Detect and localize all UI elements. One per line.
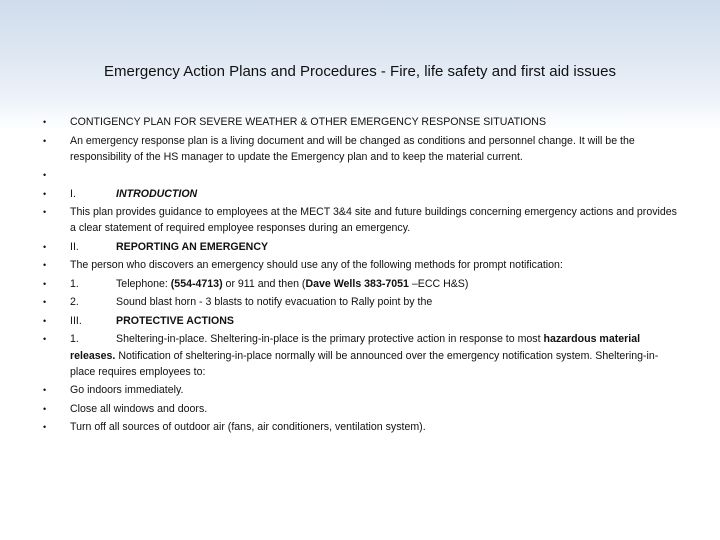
bold-phrase: hazardous material releases. — [70, 333, 641, 362]
item-text: CONTIGENCY PLAN FOR SEVERE WEATHER & OTHER EMERGENCY RESPONSE SITUATIONS — [70, 116, 547, 128]
bullet-icon: • — [43, 334, 47, 345]
list-item — [43, 401, 683, 417]
bullet-icon: • — [43, 188, 47, 199]
section-number: II. — [70, 240, 79, 253]
item-text: The person who discovers an emergency should use any of the following methods for prompt notification: — [70, 259, 563, 272]
bullet-icon: • — [43, 278, 47, 289]
list-item — [43, 313, 683, 329]
list-item — [43, 239, 683, 255]
section-heading: REPORTING AN EMERGENCY — [116, 240, 269, 253]
item-text: An emergency response plan is a living document and will be changed as conditions and personnel change. It will be the responsibility of the HS manager to update the Emergency plan and to keep the material current. — [70, 134, 635, 163]
list-item — [43, 294, 683, 310]
item-text: –ECC H&S) — [408, 277, 469, 290]
item-text: Notification of sheltering-in-place normally will be announced over the emergency notification system. Sheltering-in-place requires employees to: — [70, 349, 659, 378]
list-item — [43, 257, 683, 273]
slide-title: Emergency Action Plans and Procedures - Fire, life safety and first aid issues — [104, 63, 616, 80]
bullet-icon: • — [43, 315, 47, 326]
item-text: This plan provides guidance to employees at the MECT 3&4 site and future buildings concerning emergency actions and provides a clear statement of required employee responses during an emergency. — [70, 206, 677, 235]
contact-name: Dave Wells 383-7051 — [305, 277, 409, 290]
item-text: Telephone: — [116, 277, 171, 290]
item-text: Turn off all sources of outdoor air (fans, air conditioners, ventilation system). — [70, 421, 426, 434]
list-item — [43, 114, 683, 130]
phone-number: (554-4713) — [170, 277, 223, 290]
bullet-icon: • — [43, 297, 47, 308]
item-text: or 911 and then ( — [222, 277, 306, 290]
bullet-icon: • — [43, 241, 47, 252]
bullet-icon: • — [43, 385, 47, 396]
step-number: 1. — [70, 277, 79, 290]
bullet-icon: • — [43, 170, 47, 181]
list-item — [43, 331, 683, 380]
item-text: Sheltering-in-place. Sheltering-in-place is the primary protective action in response to most — [116, 333, 544, 346]
item-text: Close all windows and doors. — [70, 402, 208, 415]
step-number: 2. — [70, 296, 79, 309]
list-item — [43, 276, 683, 292]
list-item — [43, 419, 683, 435]
step-number: 1. — [70, 333, 79, 346]
item-text: Sound blast horn - 3 blasts to notify evacuation to Rally point by the — [116, 296, 433, 309]
section-heading: PROTECTIVE ACTIONS — [116, 314, 234, 327]
bullet-list — [43, 114, 683, 436]
bullet-icon: • — [43, 422, 47, 433]
section-heading: INTRODUCTION — [116, 187, 198, 200]
bullet-icon: • — [43, 117, 47, 127]
list-item-empty — [43, 167, 683, 183]
bullet-icon: • — [43, 403, 47, 414]
bullet-icon: • — [43, 207, 47, 218]
bullet-icon: • — [43, 135, 47, 146]
item-text: Go indoors immediately. — [70, 384, 184, 397]
list-item — [43, 186, 683, 202]
list-item — [43, 204, 683, 236]
list-item — [43, 382, 683, 398]
list-item — [43, 133, 683, 165]
section-number: III. — [70, 314, 82, 327]
bullet-icon: • — [43, 260, 47, 271]
section-number: I. — [70, 187, 76, 200]
